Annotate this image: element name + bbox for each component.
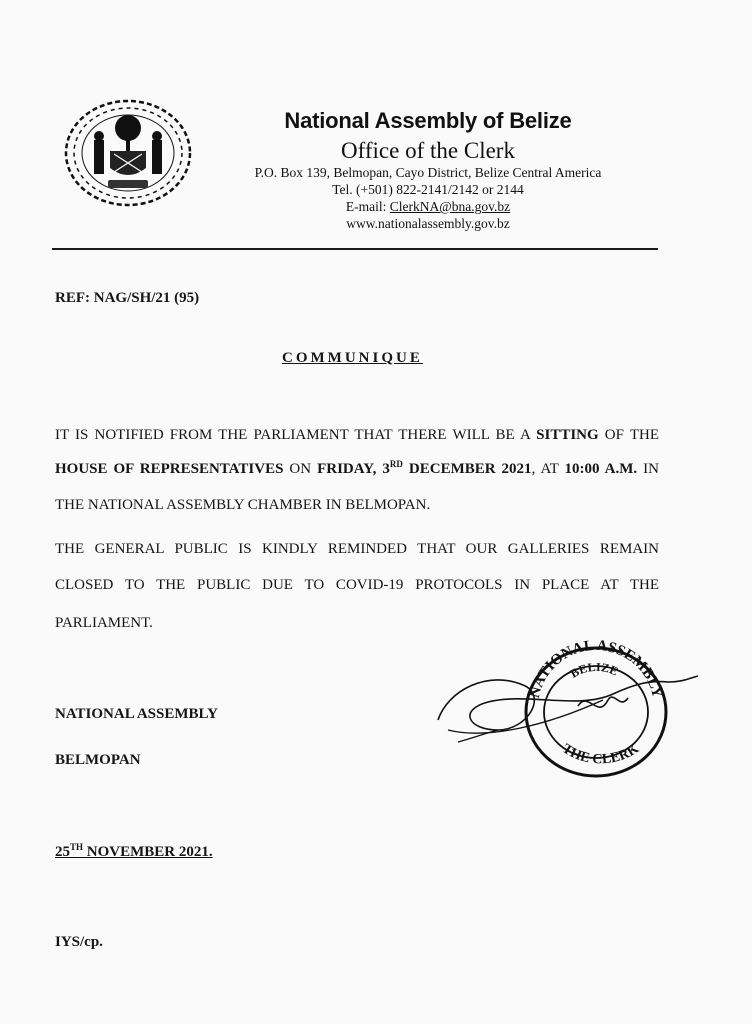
reference-number: REF: NAG/SH/21 (95) bbox=[55, 290, 200, 306]
website-link[interactable]: www.nationalassembly.gov.bz bbox=[346, 216, 510, 231]
organization-name: National Assembly of Belize bbox=[284, 108, 572, 133]
svg-text:THE CLERK bbox=[559, 741, 641, 767]
stamp-inner-text: BELIZE bbox=[567, 659, 621, 681]
signoff-location: BELMOPAN bbox=[55, 752, 141, 768]
signoff-organization: NATIONAL ASSEMBLY bbox=[55, 706, 218, 722]
official-stamp-icon bbox=[428, 630, 708, 780]
header-divider bbox=[52, 248, 658, 250]
paragraph1-line3: THE NATIONAL ASSEMBLY CHAMBER IN BELMOPAN. bbox=[55, 497, 431, 513]
paragraph1-line2: HOUSE OF REPRESENTATIVES ON FRIDAY, 3RD DECEMBER 2021, AT 10:00 A.M. IN bbox=[55, 459, 660, 477]
typist-initials: IYS/cp. bbox=[55, 934, 103, 950]
stamp-outer-text: NATIONAL ASSEMBLY bbox=[526, 637, 666, 700]
office-name: Office of the Clerk bbox=[341, 138, 515, 163]
coat-of-arms-seal-icon bbox=[58, 96, 198, 210]
email-link[interactable]: ClerkNA@bna.gov.bz bbox=[389, 199, 511, 214]
paragraph2-line1: THE GENERAL PUBLIC IS KINDLY REMINDED THAT OUR GALLERIES REMAIN bbox=[55, 541, 659, 557]
document-date: 25TH NOVEMBER 2021. bbox=[55, 842, 213, 860]
stamp-bottom-text: THE CLERK bbox=[559, 741, 642, 768]
paragraph1-line1: IT IS NOTIFIED FROM THE PARLIAMENT THAT THERE WILL BE A SITTING OF THE bbox=[55, 427, 660, 443]
svg-text:BELIZE bbox=[568, 660, 621, 681]
postal-address: P.O. Box 139, Belmopan, Cayo District, Belize Central America bbox=[254, 165, 602, 180]
document-heading: COMMUNIQUE bbox=[282, 350, 423, 366]
email-line bbox=[220, 199, 636, 215]
paragraph2-line3: PARLIAMENT. bbox=[55, 615, 153, 631]
paragraph2-line2: CLOSED TO THE PUBLIC DUE TO COVID-19 PROTOCOLS IN PLACE AT THE bbox=[55, 577, 659, 593]
telephone: Tel. (+501) 822-2141/2142 or 2144 bbox=[332, 182, 524, 197]
email-label: E-mail: bbox=[345, 199, 390, 214]
